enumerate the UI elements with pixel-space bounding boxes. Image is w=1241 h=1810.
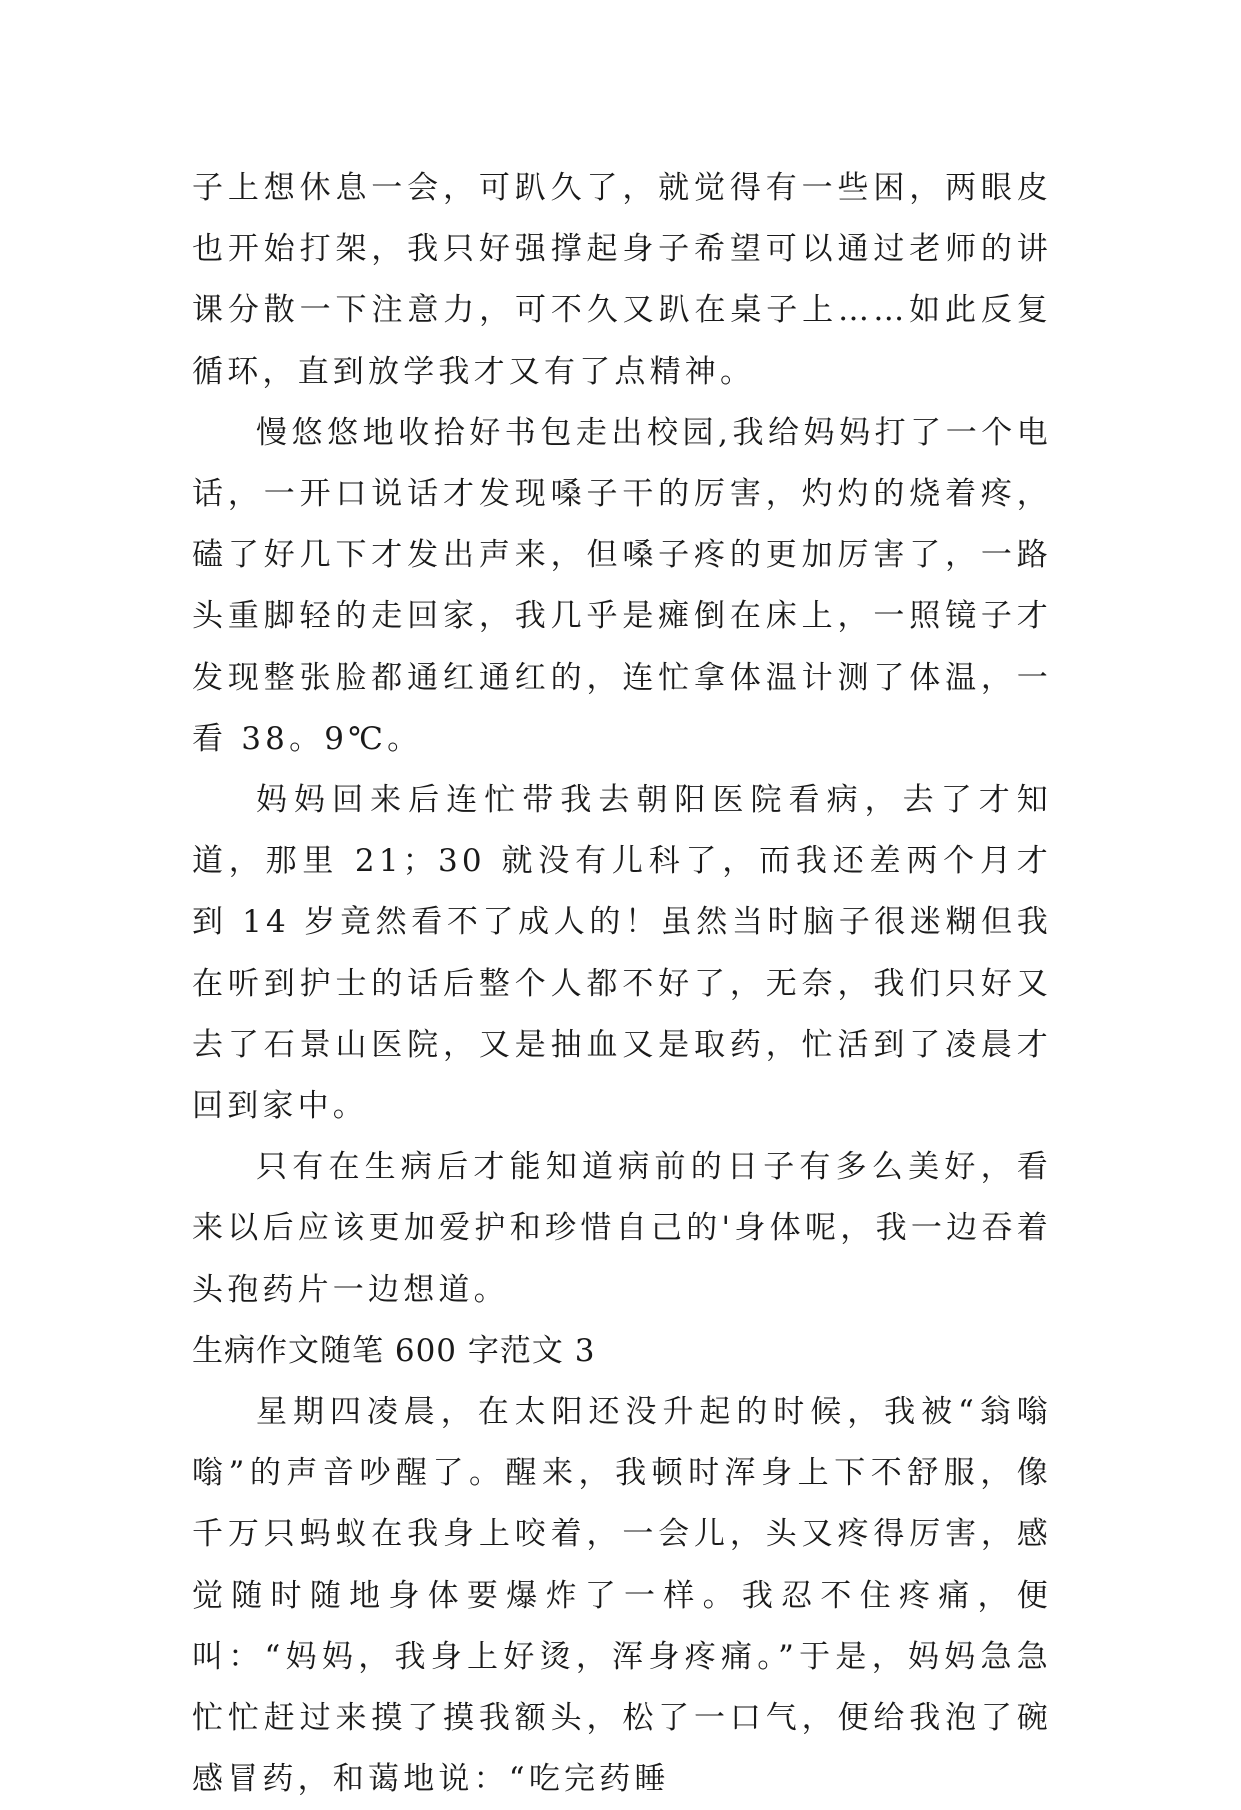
paragraph: 慢悠悠地收拾好书包走出校园,我给妈妈打了一个电话，一开口说话才发现嗓子干的厉害，灼灼的烧着疼，磕了好几下才发出声来，但嗓子疼的更加厉害了，一路头重脚轻的走回家，我几乎是瘫倒在床上，一照镜子才发现整张脸都通红通红的，连忙拿体温计测了体温，一看 38。9℃。 bbox=[192, 414, 1052, 757]
document-body bbox=[192, 158, 1052, 1810]
paragraph: 星期四凌晨，在太阳还没升起的时候，我被“翁嗡嗡”的声音吵醒了。醒来，我顿时浑身上下不舒服，像千万只蚂蚁在我身上咬着，一会儿，头又疼得厉害，感觉随时随地身体要爆炸了一样。我忍不住疼痛，便叫：“妈妈，我身上好烫，浑身疼痛。”于是，妈妈急急忙忙赶过来摸了摸我额头，松了一口气，便给我泡了碗感冒药，和蔼地说：“吃完药睡 bbox=[192, 1394, 1052, 1798]
paragraph-continued: 子上想休息一会，可趴久了，就觉得有一些困，两眼皮也开始打架，我只好强撑起身子希望可以通过老师的讲课分散一下注意力，可不久又趴在桌子上……如此反复循环，直到放学我才又有了点精神。 bbox=[192, 170, 1052, 390]
paragraph: 妈妈回来后连忙带我去朝阳医院看病，去了才知道，那里 21；30 就没有儿科了，而我还差两个月才到 14 岁竟然看不了成人的！虽然当时脑子很迷糊但我在听到护士的话后整个人都不好了，无奈，我们只好又去了石景山医院，又是抽血又是取药，忙活到了凌晨才回到家中。 bbox=[192, 782, 1052, 1125]
section-heading: 生病作文随笔 600 字范文 3 bbox=[192, 1332, 596, 1369]
paragraph: 只有在生病后才能知道病前的日子有多么美好，看来以后应该更加爱护和珍惜自己的'身体呢，我一边吞着头孢药片一边想道。 bbox=[192, 1149, 1052, 1308]
